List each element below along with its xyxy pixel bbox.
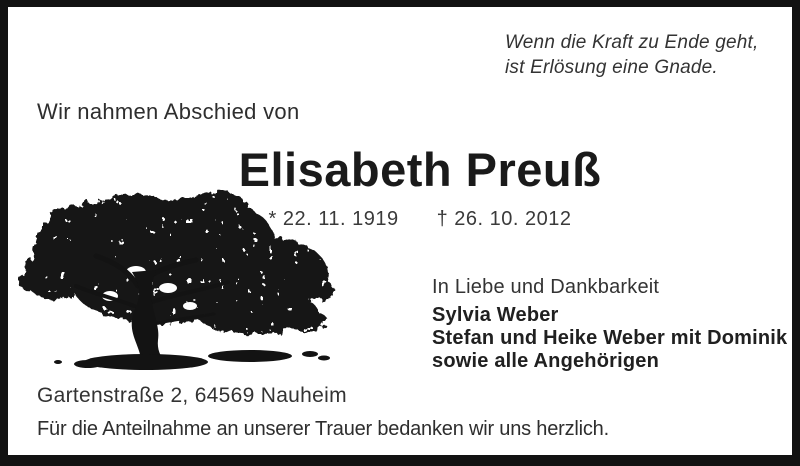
birth-date: * 22. 11. 1919 bbox=[268, 208, 399, 230]
family-name: Stefan und Heike Weber mit Dominik bbox=[432, 327, 788, 349]
farewell-intro: Wir nahmen Abschied von bbox=[37, 99, 300, 124]
address-line: Gartenstraße 2, 64569 Nauheim bbox=[37, 384, 347, 407]
death-date: † 26. 10. 2012 bbox=[436, 208, 572, 230]
deceased-name: Elisabeth Preuß bbox=[238, 143, 602, 196]
condolence-intro: In Liebe und Dankbarkeit bbox=[432, 276, 660, 298]
condolence-block bbox=[432, 276, 787, 373]
memorial-quote-line-1: Wenn die Kraft zu Ende geht, bbox=[505, 32, 759, 53]
thanks-line: Für die Anteilnahme an unserer Trauer bedanken wir uns herzlich. bbox=[37, 418, 609, 440]
memorial-quote-line-2: ist Erlösung eine Gnade. bbox=[505, 57, 718, 78]
tree-illustration-icon bbox=[18, 186, 338, 384]
family-name: Sylvia Weber bbox=[432, 304, 559, 326]
family-name: sowie alle Angehörigen bbox=[432, 350, 660, 372]
memorial-quote bbox=[505, 30, 758, 80]
